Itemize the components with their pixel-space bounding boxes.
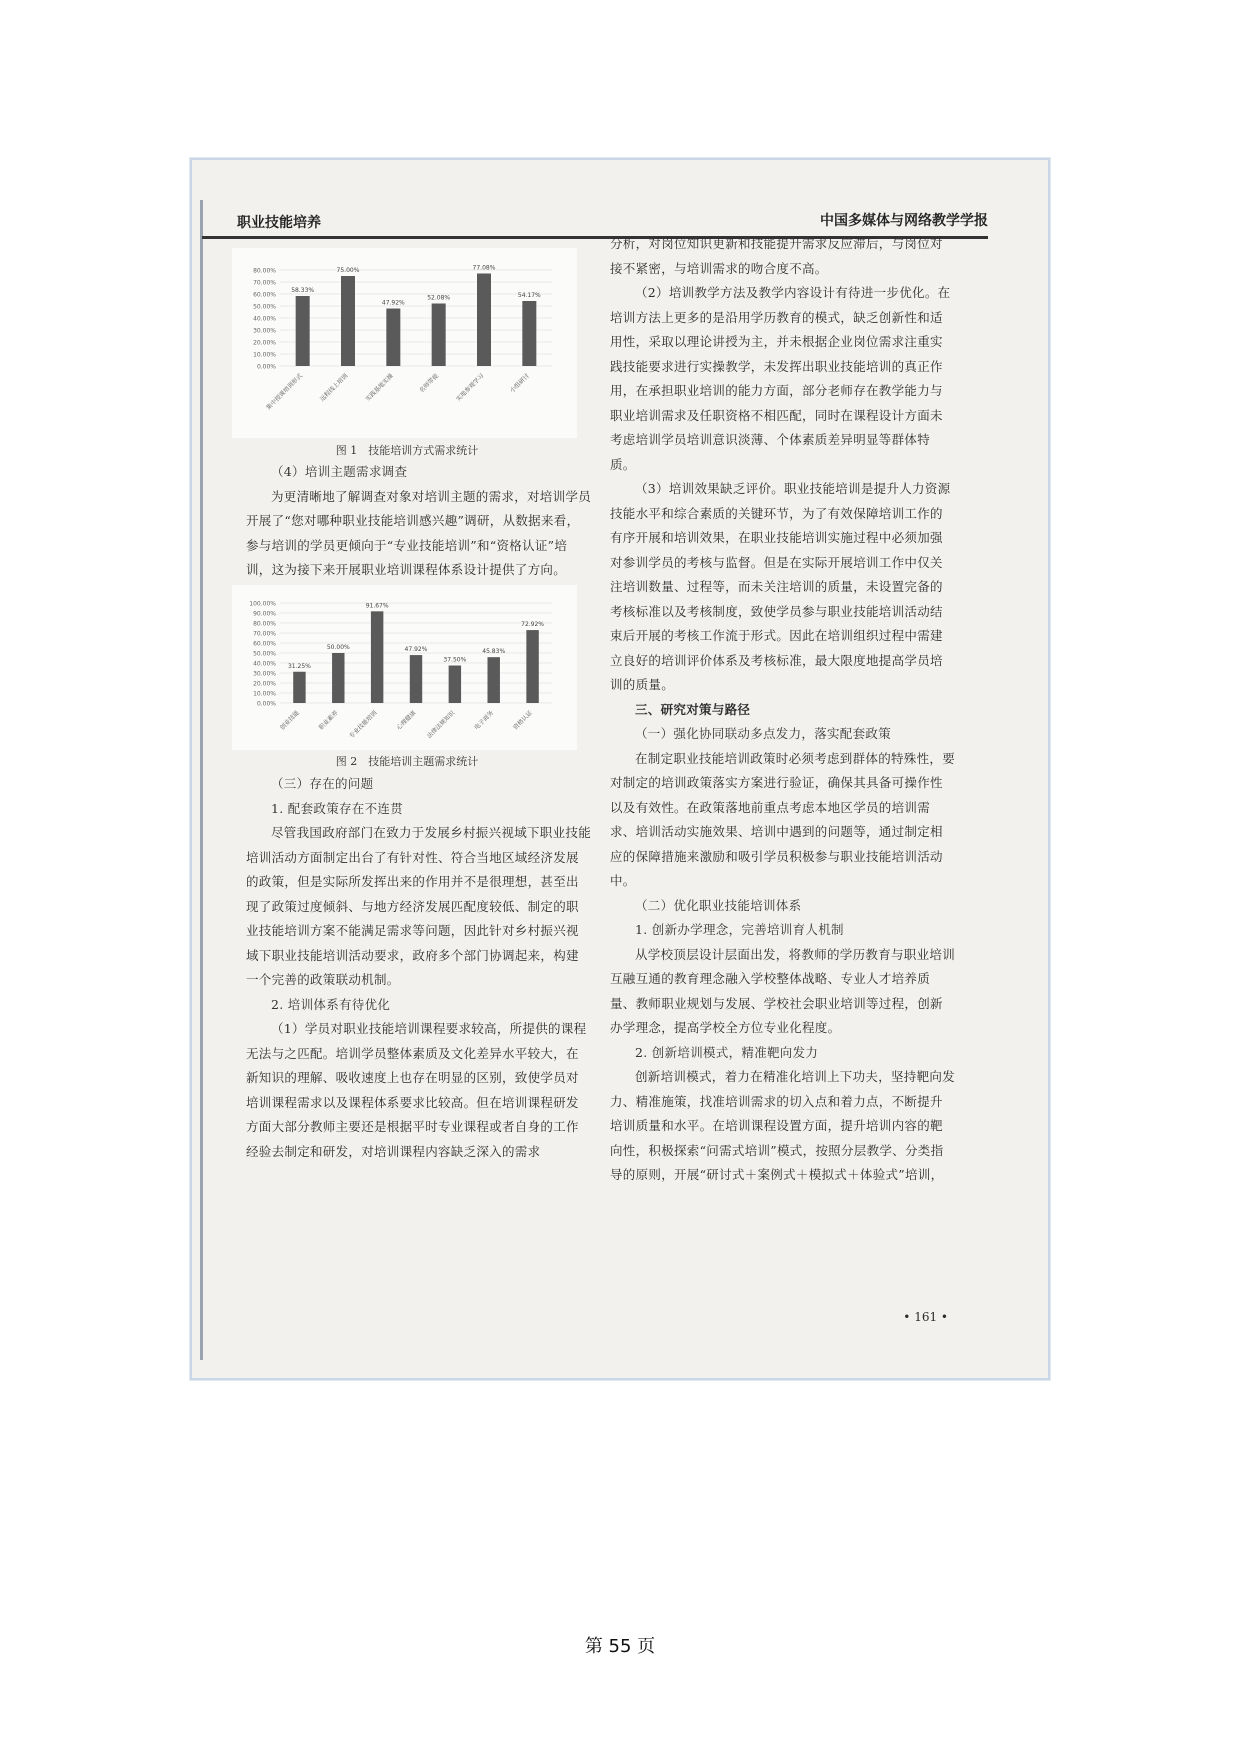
x-category-label: 实地参观学习	[454, 372, 486, 403]
page-spine-shadow	[200, 200, 203, 1360]
x-category-label: 心理健康	[395, 709, 418, 732]
figure-1-caption: 图 1 技能培训方式需求统计	[335, 444, 479, 457]
running-header-journal: 中国多媒体与网络教学学报	[820, 213, 988, 229]
y-tick-label: 10.00%	[253, 351, 276, 359]
left-column-lower	[246, 772, 591, 1164]
paragraph: 从学校顶层设计层面出发，将教师的学历教育与职业培训互融互通的教育理念融入学校整体战略、专业人才培养质量、教师职业规划与发展、学校社会职业培训等过程，创新办学理念，提高学校全方位专业化程度。	[610, 946, 956, 1035]
y-tick-label: 10.00%	[253, 690, 276, 698]
x-category-label: 创业技能	[278, 709, 301, 732]
pdf-page-footer: 第 55 页	[584, 1636, 656, 1657]
paragraph: （4）培训主题需求调查	[271, 464, 408, 479]
bar-value-label: 47.92%	[381, 299, 405, 307]
y-tick-label: 0.00%	[256, 700, 276, 708]
paragraph: （3）培训效果缺乏评价。职业技能培训是提升人力资源技能水平和综合素质的关键环节，为了有效保障培训工作的有序开展和培训效果，在职业技能培训实施过程中必须加强对参训学员的考核与监督。但是在实际开展培训工作中仅关注培训数量、过程等，而未关注培训的质量，未设置完备的考核标准以及考核制度，致使学员参与职业技能培训活动结束后开展的考核工作流于形式。因此在培训组织过程中需建立良好的培训评价体系及考核标准，最大限度地提高学员培训的质量。	[610, 481, 951, 692]
paragraph: （一）强化协同联动多点发力，落实配套政策	[635, 726, 892, 741]
figure-2-caption: 图 2 技能培训主题需求统计	[335, 755, 479, 768]
x-category-label: 法律法规知识	[425, 709, 457, 740]
paragraph: （三）存在的问题	[271, 776, 374, 791]
x-category-label: 专业技能培训	[348, 709, 379, 740]
y-tick-label: 50.00%	[253, 303, 276, 311]
x-category-label: 集中授课培训形式	[265, 372, 305, 412]
paragraph: 2. 创新培训模式，精准靶向发力	[635, 1044, 819, 1060]
chart-svg	[232, 248, 577, 438]
bar	[341, 276, 355, 366]
bar	[477, 274, 491, 366]
bar-value-label: 91.67%	[365, 602, 389, 610]
bar	[432, 304, 446, 366]
y-tick-label: 60.00%	[253, 291, 276, 299]
bar-value-label: 50.00%	[326, 644, 350, 651]
x-category-label: 实践基地实操	[364, 372, 395, 403]
bar-value-label: 45.83%	[482, 648, 506, 656]
y-tick-label: 40.00%	[253, 660, 276, 668]
bar-value-label: 58.33%	[291, 287, 315, 295]
x-category-label: 名师带徒	[418, 372, 441, 395]
x-category-label: 小组研讨	[508, 372, 531, 395]
bar-value-label: 54.17%	[517, 291, 541, 299]
bar-value-label: 75.00%	[336, 267, 360, 274]
bar	[386, 308, 400, 366]
figure-1-chart	[232, 248, 577, 438]
bar	[296, 296, 310, 366]
bar	[410, 655, 422, 703]
chart-svg	[232, 585, 577, 750]
paragraph: 创新培训模式，着力在精准化培训上下功夫，坚持靶向发力、精准施策，找准培训需求的切入点和着力点，不断提升培训质量和水平。在培训课程设置方面，提升培训内容的靶向性，积极探索“问需式培训”模式，按照分层教学、分类指导的原则，开展“研讨式＋案例式＋模拟式＋体验式”培训，	[610, 1069, 956, 1182]
y-tick-label: 40.00%	[253, 315, 276, 323]
y-tick-label: 70.00%	[253, 279, 276, 287]
paragraph: 分析，对岗位知识更新和技能提升需求反应滞后，与岗位对接不紧密，与培训需求的吻合度不高。	[610, 236, 943, 276]
bar	[332, 653, 344, 703]
paragraph: 在制定职业技能培训政策时必须考虑到群体的特殊性，要对制定的培训政策落实方案进行验证，确保其具备可操作性以及有效性。在政策落地前重点考虑本地区学员的培训需求、培训活动实施效果、培训中遇到的问题等，通过制定相应的保障措施来激励和吸引学员积极参与职业技能培训活动中。	[610, 750, 956, 888]
x-category-label: 资格认证	[512, 709, 534, 732]
running-header-section: 职业技能培养	[237, 215, 321, 231]
paragraph: （2）培训教学方法及教学内容设计有待进一步优化。在培训方法上更多的是沿用学历教育的模式，缺乏创新性和适用性，采取以理论讲授为主，并未根据企业岗位需求注重实践技能要求进行实操教学，未发挥出职业技能培训的真正作用，在承担职业培训的能力方面，部分老师存在教学能力与职业培训需求及任职资格不相匹配，同时在课程设计方面未考虑培训学员培训意识淡薄、个体素质差异明显等群体特质。	[610, 285, 951, 472]
y-tick-label: 60.00%	[253, 640, 276, 648]
bar	[293, 672, 305, 703]
y-tick-label: 50.00%	[253, 650, 276, 658]
left-column-upper	[246, 460, 591, 583]
journal-page-number: • 161 •	[903, 1310, 948, 1324]
paragraph: 为更清晰地了解调查对象对培训主题的需求，对培训学员开展了“您对哪种职业技能培训感兴趣”调研，从数据来看，参与培训的学员更倾向于“专业技能培训”和“资格认证”培训，这为接下来开展职业培训课程体系设计提供了方向。	[246, 488, 592, 577]
bar	[371, 611, 383, 703]
bar	[449, 666, 461, 704]
bar	[487, 657, 499, 703]
y-tick-label: 80.00%	[253, 267, 276, 275]
x-category-label: 远程线上培训	[318, 372, 350, 403]
y-tick-label: 30.00%	[253, 670, 276, 678]
y-tick-label: 20.00%	[253, 339, 276, 347]
figure-2-chart	[232, 585, 577, 750]
y-tick-label: 30.00%	[253, 327, 276, 335]
y-tick-label: 0.00%	[256, 363, 276, 371]
paragraph: （二）优化职业技能培训体系	[635, 897, 802, 913]
paragraph: 尽管我国政府部门在致力于发展乡村振兴视域下职业技能培训活动方面制定出台了有针对性、符合当地区域经济发展的政策，但是实际所发挥出来的作用并不是很理想，甚至出现了政策过度倾斜、与地方经济发展匹配度较低、制定的职业技能培训方案不能满足需求等问题，因此针对乡村振兴视域下职业技能培训活动要求，政府多个部门协调起来，构建一个完善的政策联动机制。	[246, 825, 592, 987]
paragraph: （1）学员对职业技能培训课程要求较高，所提供的课程无法与之匹配。培训学员整体素质及文化差异水平较大，在新知识的理解、吸收速度上也存在明显的区别，致使学员对培训课程需求以及课程体系要求比较高。但在培训课程研发方面大部分教师主要还是根据平时专业课程或者自身的工作经验去制定和研发，对培训课程内容缺乏深入的需求	[246, 1021, 587, 1159]
bar	[522, 301, 536, 366]
bar-value-label: 47.92%	[404, 646, 428, 654]
y-tick-label: 20.00%	[253, 680, 276, 688]
bar	[526, 630, 538, 703]
y-tick-label: 80.00%	[253, 620, 276, 628]
x-category-label: 电子商务	[473, 709, 496, 732]
y-tick-label: 70.00%	[253, 630, 276, 638]
paragraph: 三、研究对策与路径	[635, 701, 751, 717]
y-tick-label: 100.00%	[249, 600, 276, 608]
paragraph: 1. 创新办学理念，完善培训育人机制	[635, 922, 844, 937]
bar-value-label: 31.25%	[287, 662, 311, 670]
bar-value-label: 52.08%	[427, 294, 451, 302]
paragraph: 2. 培训体系有待优化	[271, 996, 391, 1012]
paragraph: 1. 配套政策存在不连贯	[271, 800, 403, 816]
bar-value-label: 72.92%	[521, 621, 545, 629]
x-category-label: 职业素养	[317, 709, 340, 732]
scanned-page	[190, 158, 1050, 1380]
right-column	[610, 232, 955, 1188]
y-tick-label: 90.00%	[253, 610, 276, 618]
bar-value-label: 37.50%	[443, 656, 467, 664]
bar-value-label: 77.08%	[472, 264, 496, 272]
